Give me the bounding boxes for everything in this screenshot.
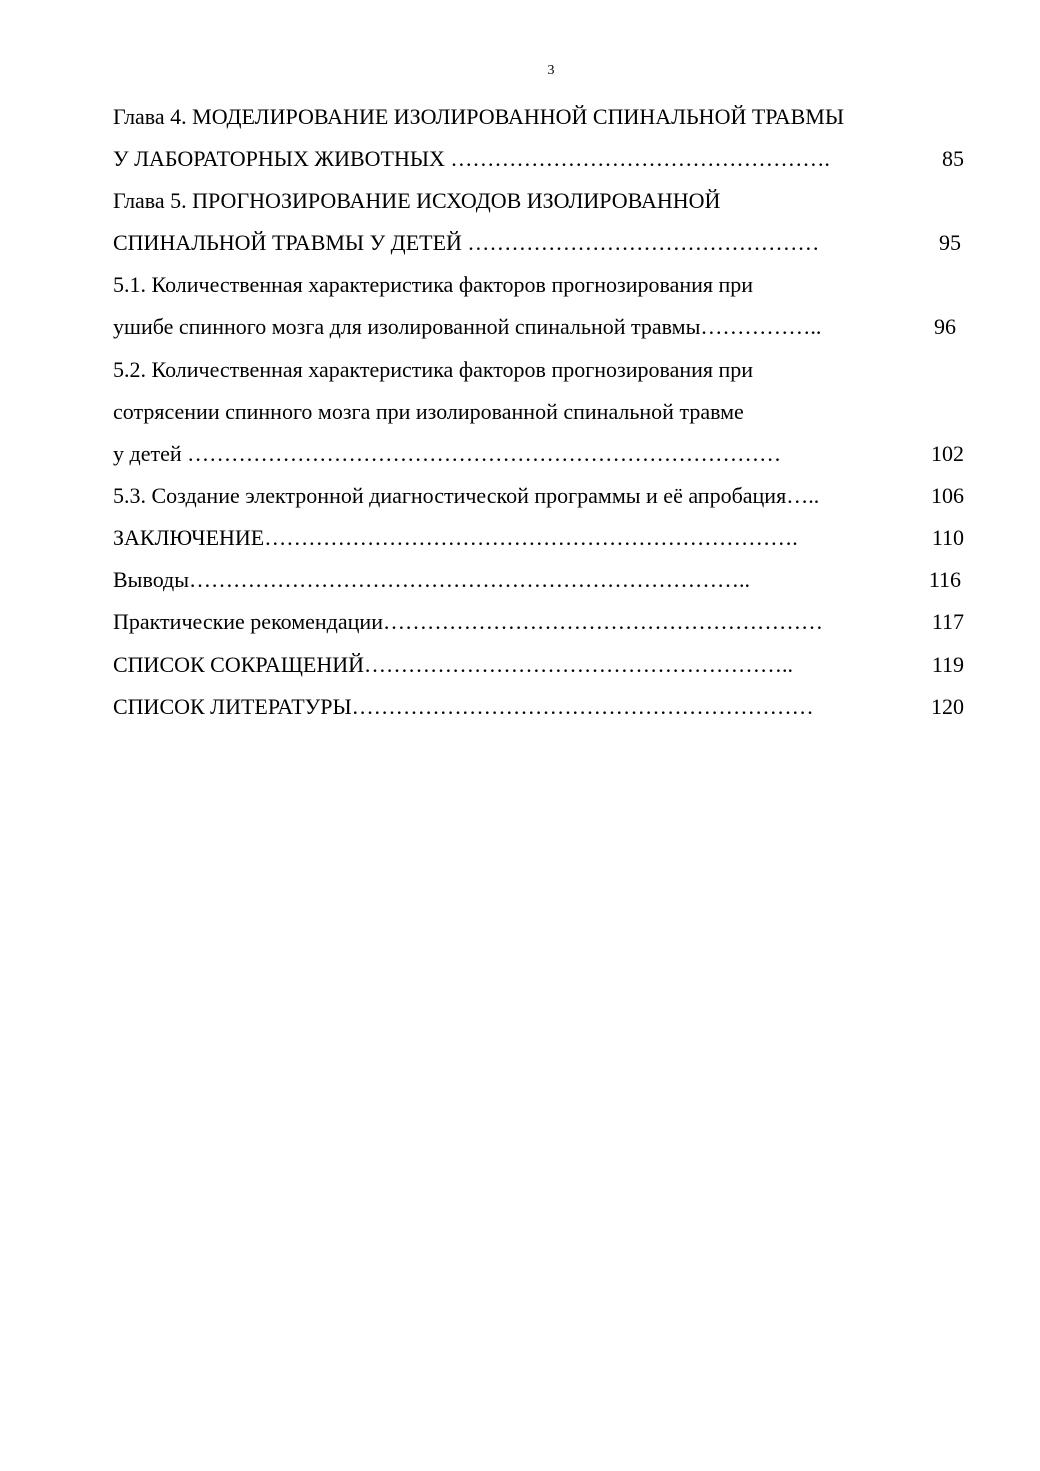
toc-line: ушибе спинного мозга для изолированной спинальной травмы……………..	[113, 314, 822, 339]
toc-page-number: 102	[931, 441, 964, 466]
toc-line: Глава 4. МОДЕЛИРОВАНИЕ ИЗОЛИРОВАННОЙ СПИНАЛЬНОЙ ТРАВМЫ	[113, 104, 845, 129]
toc-line: У ЛАБОРАТОРНЫХ ЖИВОТНЫХ …………………………………………….	[113, 146, 830, 171]
toc-page-number: 96	[934, 314, 956, 339]
toc-line: у детей ………………………………………………………………………	[113, 441, 782, 466]
toc-line: сотрясении спинного мозга при изолированной спинальной травме	[113, 399, 744, 424]
toc-line: ЗАКЛЮЧЕНИЕ……………………………………………………………….	[113, 525, 798, 550]
toc-page-number: 117	[931, 609, 964, 634]
toc-page-number: 106	[931, 483, 964, 508]
toc-page-number: 119	[931, 652, 964, 677]
toc-line: 5.2. Количественная характеристика факторов прогнозирования при	[113, 357, 754, 382]
toc-line: СПИНАЛЬНОЙ ТРАВМЫ У ДЕТЕЙ …………………………………………	[113, 230, 820, 255]
toc-line: 5.3. Создание электронной диагностической программы и её апробация…..	[113, 483, 820, 508]
toc-line: Выводы…………………………………………………………………..	[113, 567, 751, 592]
toc-line: Глава 5. ПРОГНОЗИРОВАНИЕ ИСХОДОВ ИЗОЛИРОВАННОЙ	[113, 188, 721, 213]
toc-line: 5.1. Количественная характеристика факторов прогнозирования при	[113, 272, 754, 297]
toc-line: Практические рекомендации……………………………………………………	[113, 609, 823, 634]
toc-page-number: 110	[931, 525, 964, 550]
toc-page-number: 95	[939, 230, 961, 255]
toc-line: СПИСОК ЛИТЕРАТУРЫ………………………………………………………	[113, 694, 814, 719]
page-number: 3	[547, 63, 555, 78]
toc-page-number: 116	[928, 567, 961, 592]
toc-line: СПИСОК СОКРАЩЕНИЙ…………………………………………………..	[113, 652, 794, 677]
toc-page-number: 85	[942, 146, 964, 171]
toc-page-number: 120	[931, 694, 964, 719]
